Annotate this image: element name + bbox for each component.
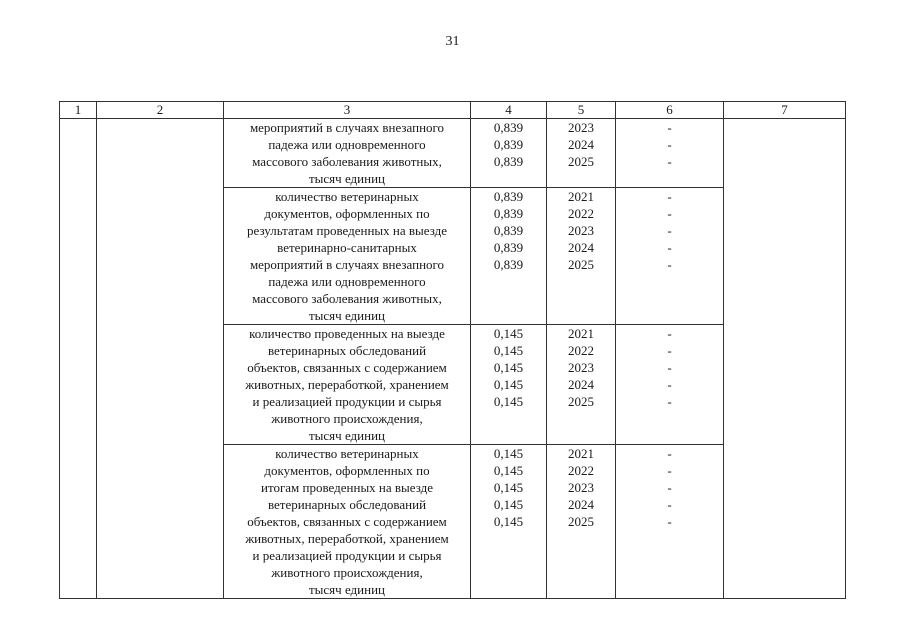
cell-col-7: [724, 119, 846, 599]
indicator-text: [224, 119, 471, 188]
year: 2024: [568, 497, 594, 512]
year: 2021: [568, 446, 594, 461]
text-line: результатам проведенных на выезде: [247, 223, 447, 238]
cell-col-2: [97, 119, 224, 599]
value: 0,145: [493, 446, 524, 461]
table-row: [60, 119, 846, 188]
year: 2024: [568, 137, 594, 152]
dash: -: [667, 497, 672, 512]
year: 2025: [568, 514, 594, 529]
year: 2022: [568, 206, 594, 221]
text-line: ветеринарных обследований: [267, 343, 427, 358]
value: 0,145: [493, 377, 524, 392]
text-line: тысяч единиц: [309, 308, 385, 323]
text-line: количество ветеринарных: [275, 189, 419, 204]
text-line: животного происхождения,: [271, 565, 423, 580]
cell-col-1: [60, 119, 97, 599]
text-line: тысяч единиц: [309, 582, 385, 597]
year: 2024: [568, 377, 594, 392]
dash: -: [667, 446, 672, 461]
value: 0,145: [493, 514, 524, 529]
value: 0,839: [493, 223, 524, 238]
header-col-3: 3: [224, 102, 471, 119]
header-col-7: 7: [724, 102, 846, 119]
text-line: тысяч единиц: [309, 428, 385, 443]
value: 0,145: [493, 343, 524, 358]
indicator-years: [547, 119, 616, 188]
value: 0,145: [493, 394, 524, 409]
header-col-4: 4: [471, 102, 547, 119]
header-col-2: 2: [97, 102, 224, 119]
text-line: животных, переработкой, хранением: [245, 377, 449, 392]
dash: -: [667, 257, 672, 272]
text-line: объектов, связанных с содержанием: [247, 514, 447, 529]
year: 2025: [568, 394, 594, 409]
year: 2021: [568, 326, 594, 341]
indicator-years: [547, 325, 616, 445]
header-col-6: 6: [616, 102, 724, 119]
year: 2025: [568, 257, 594, 272]
text-line: мероприятий в случаях внезапного: [249, 120, 445, 135]
year: 2022: [568, 343, 594, 358]
text-line: массового заболевания животных,: [252, 154, 442, 169]
indicator-dashes: [616, 445, 724, 599]
value: 0,839: [493, 137, 524, 152]
header-col-1: 1: [60, 102, 97, 119]
value: 0,839: [493, 189, 524, 204]
text-line: и реализацией продукции и сырья: [252, 548, 442, 563]
text-line: животного происхождения,: [271, 411, 423, 426]
year: 2023: [568, 223, 594, 238]
value: 0,145: [493, 497, 524, 512]
indicator-dashes: [616, 325, 724, 445]
indicator-values: [471, 445, 547, 599]
indicator-dashes: [616, 119, 724, 188]
indicator-values: [471, 325, 547, 445]
text-line: мероприятий в случаях внезапного: [249, 257, 445, 272]
dash: -: [667, 463, 672, 478]
year: 2024: [568, 240, 594, 255]
year: 2022: [568, 463, 594, 478]
indicator-years: [547, 188, 616, 325]
dash: -: [667, 480, 672, 495]
text-line: количество проведенных на выезде: [249, 326, 445, 341]
text-line: ветеринарных обследований: [267, 497, 427, 512]
year: 2025: [568, 154, 594, 169]
dash: -: [667, 137, 672, 152]
text-line: документов, оформленных по: [264, 206, 430, 221]
value: 0,839: [493, 120, 524, 135]
text-line: тысяч единиц: [309, 171, 385, 186]
text-line: животных, переработкой, хранением: [245, 531, 449, 546]
value: 0,839: [493, 257, 524, 272]
value: 0,145: [493, 360, 524, 375]
dash: -: [667, 189, 672, 204]
dash: -: [667, 223, 672, 238]
dash: -: [667, 154, 672, 169]
table-header-row: [60, 102, 846, 119]
text-line: падежа или одновременного: [268, 274, 426, 289]
indicator-values: [471, 119, 547, 188]
text-line: документов, оформленных по: [264, 463, 430, 478]
indicator-values: [471, 188, 547, 325]
text-line: объектов, связанных с содержанием: [247, 360, 447, 375]
value: 0,839: [493, 154, 524, 169]
text-line: итогам проведенных на выезде: [260, 480, 433, 495]
dash: -: [667, 206, 672, 221]
dash: -: [667, 514, 672, 529]
dash: -: [667, 343, 672, 358]
text-line: массового заболевания животных,: [252, 291, 442, 306]
indicator-years: [547, 445, 616, 599]
indicator-table: [59, 101, 846, 599]
value: 0,145: [493, 463, 524, 478]
page-number: 31: [445, 34, 460, 49]
value: 0,839: [493, 240, 524, 255]
value: 0,145: [493, 326, 524, 341]
year: 2023: [568, 360, 594, 375]
text-line: ветеринарно-санитарных: [277, 240, 417, 255]
dash: -: [667, 240, 672, 255]
text-line: количество ветеринарных: [275, 446, 419, 461]
value: 0,145: [493, 480, 524, 495]
indicator-dashes: [616, 188, 724, 325]
text-line: падежа или одновременного: [268, 137, 426, 152]
indicator-text: [224, 188, 471, 325]
year: 2023: [568, 120, 594, 135]
dash: -: [667, 394, 672, 409]
dash: -: [667, 377, 672, 392]
text-line: и реализацией продукции и сырья: [252, 394, 442, 409]
header-col-5: 5: [547, 102, 616, 119]
dash: -: [667, 326, 672, 341]
year: 2023: [568, 480, 594, 495]
value: 0,839: [493, 206, 524, 221]
indicator-text: [224, 325, 471, 445]
indicator-text: [224, 445, 471, 599]
year: 2021: [568, 189, 594, 204]
dash: -: [667, 360, 672, 375]
dash: -: [667, 120, 672, 135]
